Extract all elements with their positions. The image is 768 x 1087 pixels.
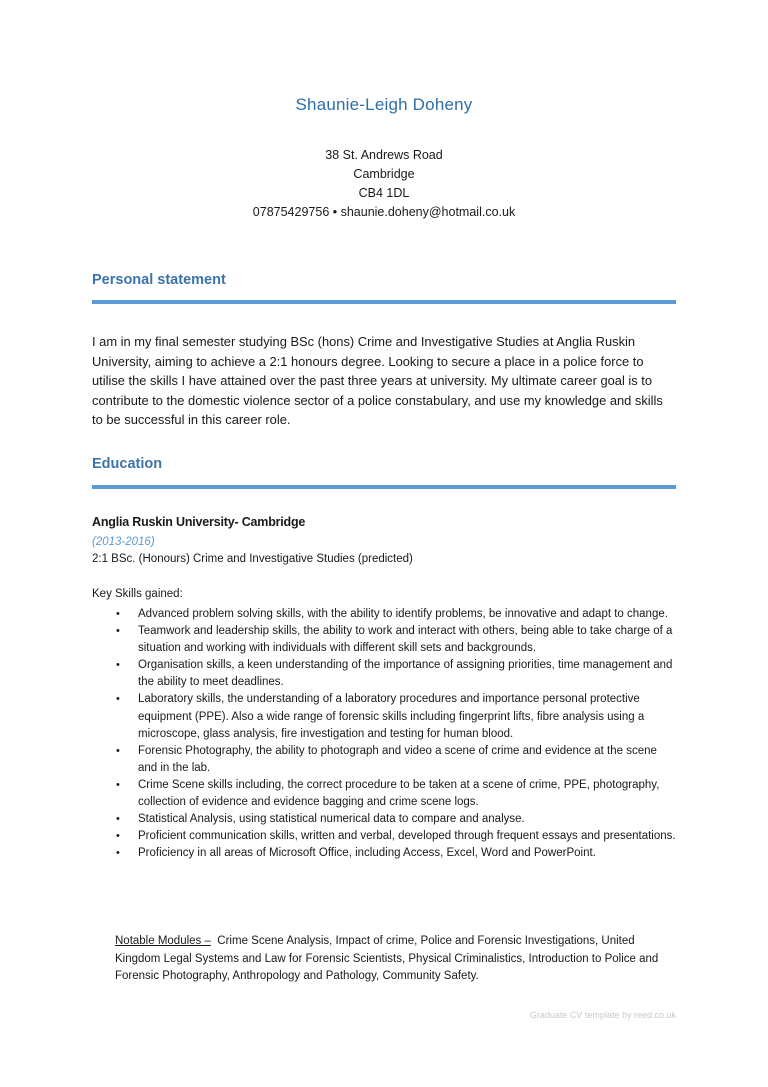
cv-page xyxy=(92,0,676,1087)
list-item xyxy=(92,657,676,691)
address-street: 38 St. Andrews Road xyxy=(325,148,443,162)
institution-name: Anglia Ruskin University- Cambridge xyxy=(92,515,306,529)
skill-text: Advanced problem solving skills, with the ability to identify problems, be innovative and adapt to change. xyxy=(138,608,668,620)
bullet-icon: • xyxy=(116,744,120,757)
degree-title: 2:1 BSc. (Honours) Crime and Investigative Studies (predicted) xyxy=(92,553,413,565)
applicant-name: Shaunie-Leigh Doheny xyxy=(295,95,473,114)
personal-statement-text: I am in my final semester studying BSc (hons) Crime and Investigative Studies at Anglia Ruskin University, aiming to achieve a 2:1 honours degree. Looking to secure a place in a police force to utilise the skills I have attained over the past three years at university. My ultimate career goal is to contribute to the domestic violence sector of a police constabulary, and use my knowledge and skills to be successful in this career role. xyxy=(92,334,663,428)
list-item xyxy=(92,623,676,657)
education-heading: Education xyxy=(92,456,163,472)
skill-text: Laboratory skills, the understanding of a laboratory procedures and importance personal protective equipment (PPE). Also a wide range of forensic skills including fingerprint lifts, fibre analysis using a microscope, glass analysis, fire investigation and testing for human blood. xyxy=(138,693,645,740)
bullet-icon: • xyxy=(116,778,120,791)
notable-modules-text: Crime Scene Analysis, Impact of crime, Police and Forensic Investigations, United Kingdom Legal Systems and Law for Forensic Scientists, Physical Criminalistics, Introduction to Police and Forensic Photography, Anthropology and Pathology, Community Safety. xyxy=(115,935,659,983)
template-credit: Graduate CV template by reed.co.uk xyxy=(529,1010,676,1020)
list-item xyxy=(92,606,676,623)
bullet-icon: • xyxy=(116,830,120,843)
notable-modules xyxy=(115,933,676,986)
notable-modules-label: Notable Modules – xyxy=(115,935,211,947)
list-item xyxy=(92,777,676,811)
key-skills-list xyxy=(92,606,676,862)
skill-text: Statistical Analysis, using statistical numerical data to compare and analyse. xyxy=(138,813,525,826)
bullet-icon: • xyxy=(116,625,120,638)
skill-text: Teamwork and leadership skills, the ability to work and interact with others, being able to take charge of a situation and working with individuals with different skill sets and backgrounds. xyxy=(138,625,673,655)
address-postcode: CB4 1DL xyxy=(358,186,410,200)
study-dates: (2013-2016) xyxy=(92,536,155,548)
skill-text: Organisation skills, a keen understanding of the importance of assigning priorities, time management and the ability to meet deadlines. xyxy=(138,659,673,689)
bullet-icon: • xyxy=(116,693,120,706)
list-item xyxy=(92,828,676,845)
skill-text: Crime Scene skills including, the correct procedure to be taken at a scene of crime, PPE, photography, collection of evidence and evidence bagging and crime scene logs. xyxy=(138,778,660,809)
section-divider xyxy=(92,300,676,304)
list-item xyxy=(92,811,676,828)
personal-statement-heading: Personal statement xyxy=(92,272,226,288)
skill-text: Proficiency in all areas of Microsoft Office, including Access, Excel, Word and PowerPoint. xyxy=(138,847,596,860)
section-divider xyxy=(92,485,676,489)
address-city: Cambridge xyxy=(353,167,415,181)
bullet-icon: • xyxy=(116,847,120,860)
phone-email: 07875429756 • shaunie.doheny@hotmail.co.uk xyxy=(252,205,516,219)
key-skills-label: Key Skills gained: xyxy=(92,588,183,600)
contact-block xyxy=(92,146,676,222)
skill-text: Forensic Photography, the ability to photograph and video a scene of crime and evidence at the scene and in the lab. xyxy=(138,744,657,774)
list-item xyxy=(92,743,676,777)
list-item xyxy=(92,691,676,742)
skill-text: Proficient communication skills, written and verbal, developed through frequent essays and presentations. xyxy=(138,830,676,843)
bullet-icon: • xyxy=(116,813,120,826)
bullet-icon: • xyxy=(116,659,120,672)
list-item xyxy=(92,845,676,862)
bullet-icon: • xyxy=(116,608,120,620)
